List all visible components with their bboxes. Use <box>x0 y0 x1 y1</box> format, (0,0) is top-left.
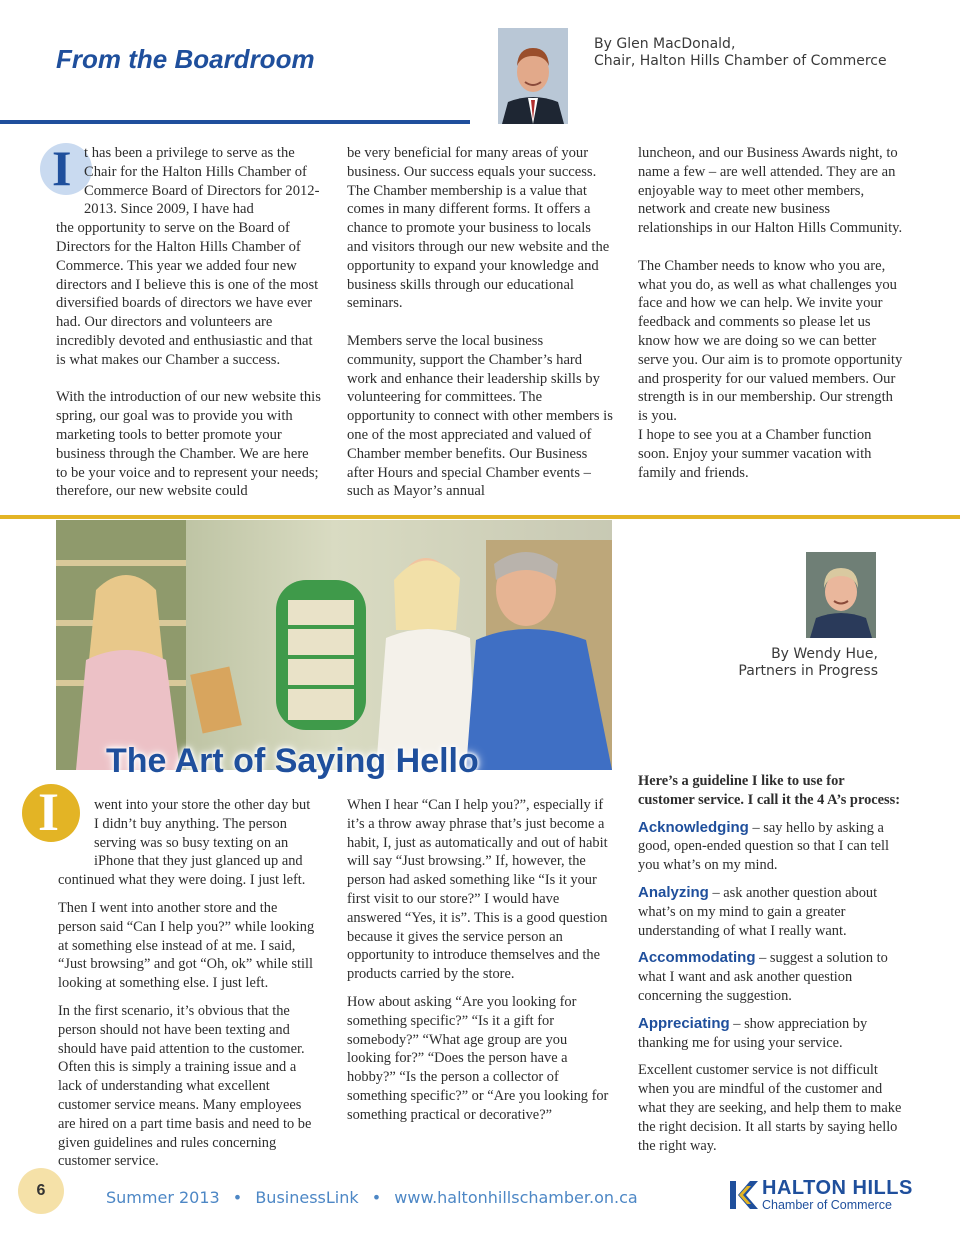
guideline-term: Acknowledging <box>638 818 749 836</box>
article1-col3-p3: I hope to see you at a Chamber function soon. Enjoy your summer vacation with family and friends. <box>638 426 872 481</box>
article1-col2-p1: be very beneficial for many areas of your business. Our success equals your success. The Chamber membership is a value that comes in many different forms. It offers a chance to promote your business to locals and visitors through our new website and the opportunity to expand your knowledge and business skills through our educational seminars. <box>347 145 610 312</box>
article1-col1-lead: t has been a privilege to serve as the Chair for the Halton Hills Chamber of Commerce Board of Directors for 2012-2013. Since 2009, I have had <box>84 145 320 218</box>
article2-col2-p1: When I hear “Can I help you?”, especially if it’s a throw away phrase that’s just become a habit, I, just as automatically and out of habit will say “Just browsing.” If, however, the person had asked something like “Is it your first visit to our store?” I would have answered “Yes, it is”. This is a good question because it gives the service person an opportunity to introduce themselves and the products carried by the store. <box>347 797 608 983</box>
article1-col1-p2: With the introduction of our new website this spring, our goal was to provide you with marketing tools to better promote your business through the Chamber. We are here to be your voice and to represent your needs; therefore, our new website could <box>56 389 321 500</box>
store-photo <box>56 520 612 770</box>
byline-title: Chair, Halton Hills Chamber of Commerce <box>594 53 887 69</box>
logo-mark <box>728 1179 762 1211</box>
guideline-intro: Here’s a guideline I like to use for customer service. I call it the 4 A’s process: <box>638 773 901 808</box>
page-number: 6 <box>18 1168 64 1214</box>
article1-col1-p1: the opportunity to serve on the Board of Directors for the Halton Hills Chamber of Commerce. This year we added four new directors and I believe this is one of the most diversified boards of directors we have ever had. Our directors and volunteers are incredibly devoted and enthusiastic and that is what makes our Chamber a success. <box>56 220 319 368</box>
guideline-text: – say hello by asking a good, open-ended question so that I can tell you what’s on my mind. <box>638 819 889 874</box>
article2-col1-p3: In the first scenario, it’s obvious that the person should not have been texting and should have paid attention to the customer. Often this is simply a training issue and a lack of understanding what excellent customer service means. Many employees are hired on a part time basis and need to be given guidelines and rules concerning customer service. <box>58 1002 312 1170</box>
dropcap-letter: I <box>52 140 72 196</box>
portrait-illustration <box>498 28 568 124</box>
article2-col1-lead: went into your store the other day but I didn’t buy anything. The person serving was so busy texting on an iPhone that they just glanced up and <box>94 797 311 870</box>
portrait-illustration <box>806 552 876 638</box>
byline-name: By Wendy Hue, <box>771 646 878 662</box>
guideline-text: – show appreciation by thanking me for using your service. <box>638 1015 868 1051</box>
article1-col3-p2: The Chamber needs to know who you are, what you do, as well as what challenges you face and how we can help. We invite your feedback and comments so please let us know how we are doing so we can better serve you. Our aim is to promote opportunity and prosperity for our valued members. Our strength is in our membership. Our strength is you. <box>638 257 903 425</box>
article-headline: The Art of Saying Hello <box>106 742 479 780</box>
article1-col2-p2: Members serve the local business community, support the Chamber’s hard work and enhance their leadership skills by volunteering for committees. The opportunity to connect with other members is one of the most appreciated and valued of Chamber member benefits. Our Business after Hours and special Chamber events – such as Mayor’s annual <box>347 332 613 500</box>
guideline-item-acknowledging <box>638 819 904 875</box>
guideline-item-appreciating <box>638 1015 904 1053</box>
footer-bullet: • <box>232 1188 243 1207</box>
article2-col2-p2: How about asking “Are you looking for something specific?” “Is it a gift for somebody?” “What age group are you looking for?” “Does the person have a hobby?” “Is the person a collector of something specific?” or “Are you looking for something practical or decorative?” <box>347 993 609 1123</box>
article1-col3-p1: luncheon, and our Business Awards night, to name a few – are well attended. They are an enjoyable way to meet other members, network and create new business relationships in our Halton Hills Community. <box>638 145 903 237</box>
footer-bullet: • <box>371 1188 382 1207</box>
byline-wendy <box>700 646 878 680</box>
logo-title: HALTON HILLS <box>762 1177 913 1199</box>
byline-glen <box>594 36 887 70</box>
article1-column2 <box>347 144 613 501</box>
article2-column1 <box>58 796 316 1180</box>
guideline-text: – suggest a solution to what I want and ask another question concerning the suggestion. <box>638 950 888 1004</box>
logo-subtitle: Chamber of Commerce <box>762 1198 892 1212</box>
guideline-term: Appreciating <box>638 1014 730 1032</box>
article2-col1-p1: continued what they were doing. I just left. <box>58 872 306 889</box>
guideline-term: Accommodating <box>638 949 756 967</box>
byline-name: By Glen MacDonald, <box>594 36 736 52</box>
guideline-item-analyzing <box>638 884 904 940</box>
header-divider <box>0 120 470 124</box>
article2-col1-p2: Then I went into another store and the person said “Can I help you?” while looking at something else instead of at me. I said, “Just browsing” and got “Oh, ok” while still looking at something else. I just left. <box>58 899 315 992</box>
article2-column2 <box>347 796 609 1134</box>
article1-column1 <box>56 144 322 501</box>
author-photo-wendy <box>806 552 876 638</box>
chamber-logo-icon <box>728 1179 762 1211</box>
guideline-term: Analyzing <box>638 883 709 901</box>
section-title: From the Boardroom <box>56 44 315 74</box>
author-photo-glen <box>498 28 568 124</box>
section-divider <box>0 515 960 519</box>
guideline-item-accommodating <box>638 949 904 1005</box>
guideline-closing: Excellent customer service is not difficult when you are mindful of the customer and what they are seeking, and help them to make the right decision. It all starts by saying hello the right way. <box>638 1062 902 1154</box>
footer-issue: Summer 2013 <box>106 1188 220 1207</box>
dropcap-letter: I <box>38 782 60 842</box>
footer-publication: BusinessLink <box>255 1188 359 1207</box>
footer-text <box>106 1188 638 1207</box>
article1-column3 <box>638 144 906 482</box>
store-scene-illustration <box>56 520 612 770</box>
article2-column3 <box>638 772 904 1164</box>
byline-title: Partners in Progress <box>738 663 878 679</box>
chamber-logo <box>762 1178 913 1212</box>
footer-url[interactable]: www.haltonhillschamber.on.ca <box>394 1188 638 1207</box>
guideline-text: – ask another question about what’s on my mind to gain a greater understanding of what I really want. <box>638 884 878 939</box>
